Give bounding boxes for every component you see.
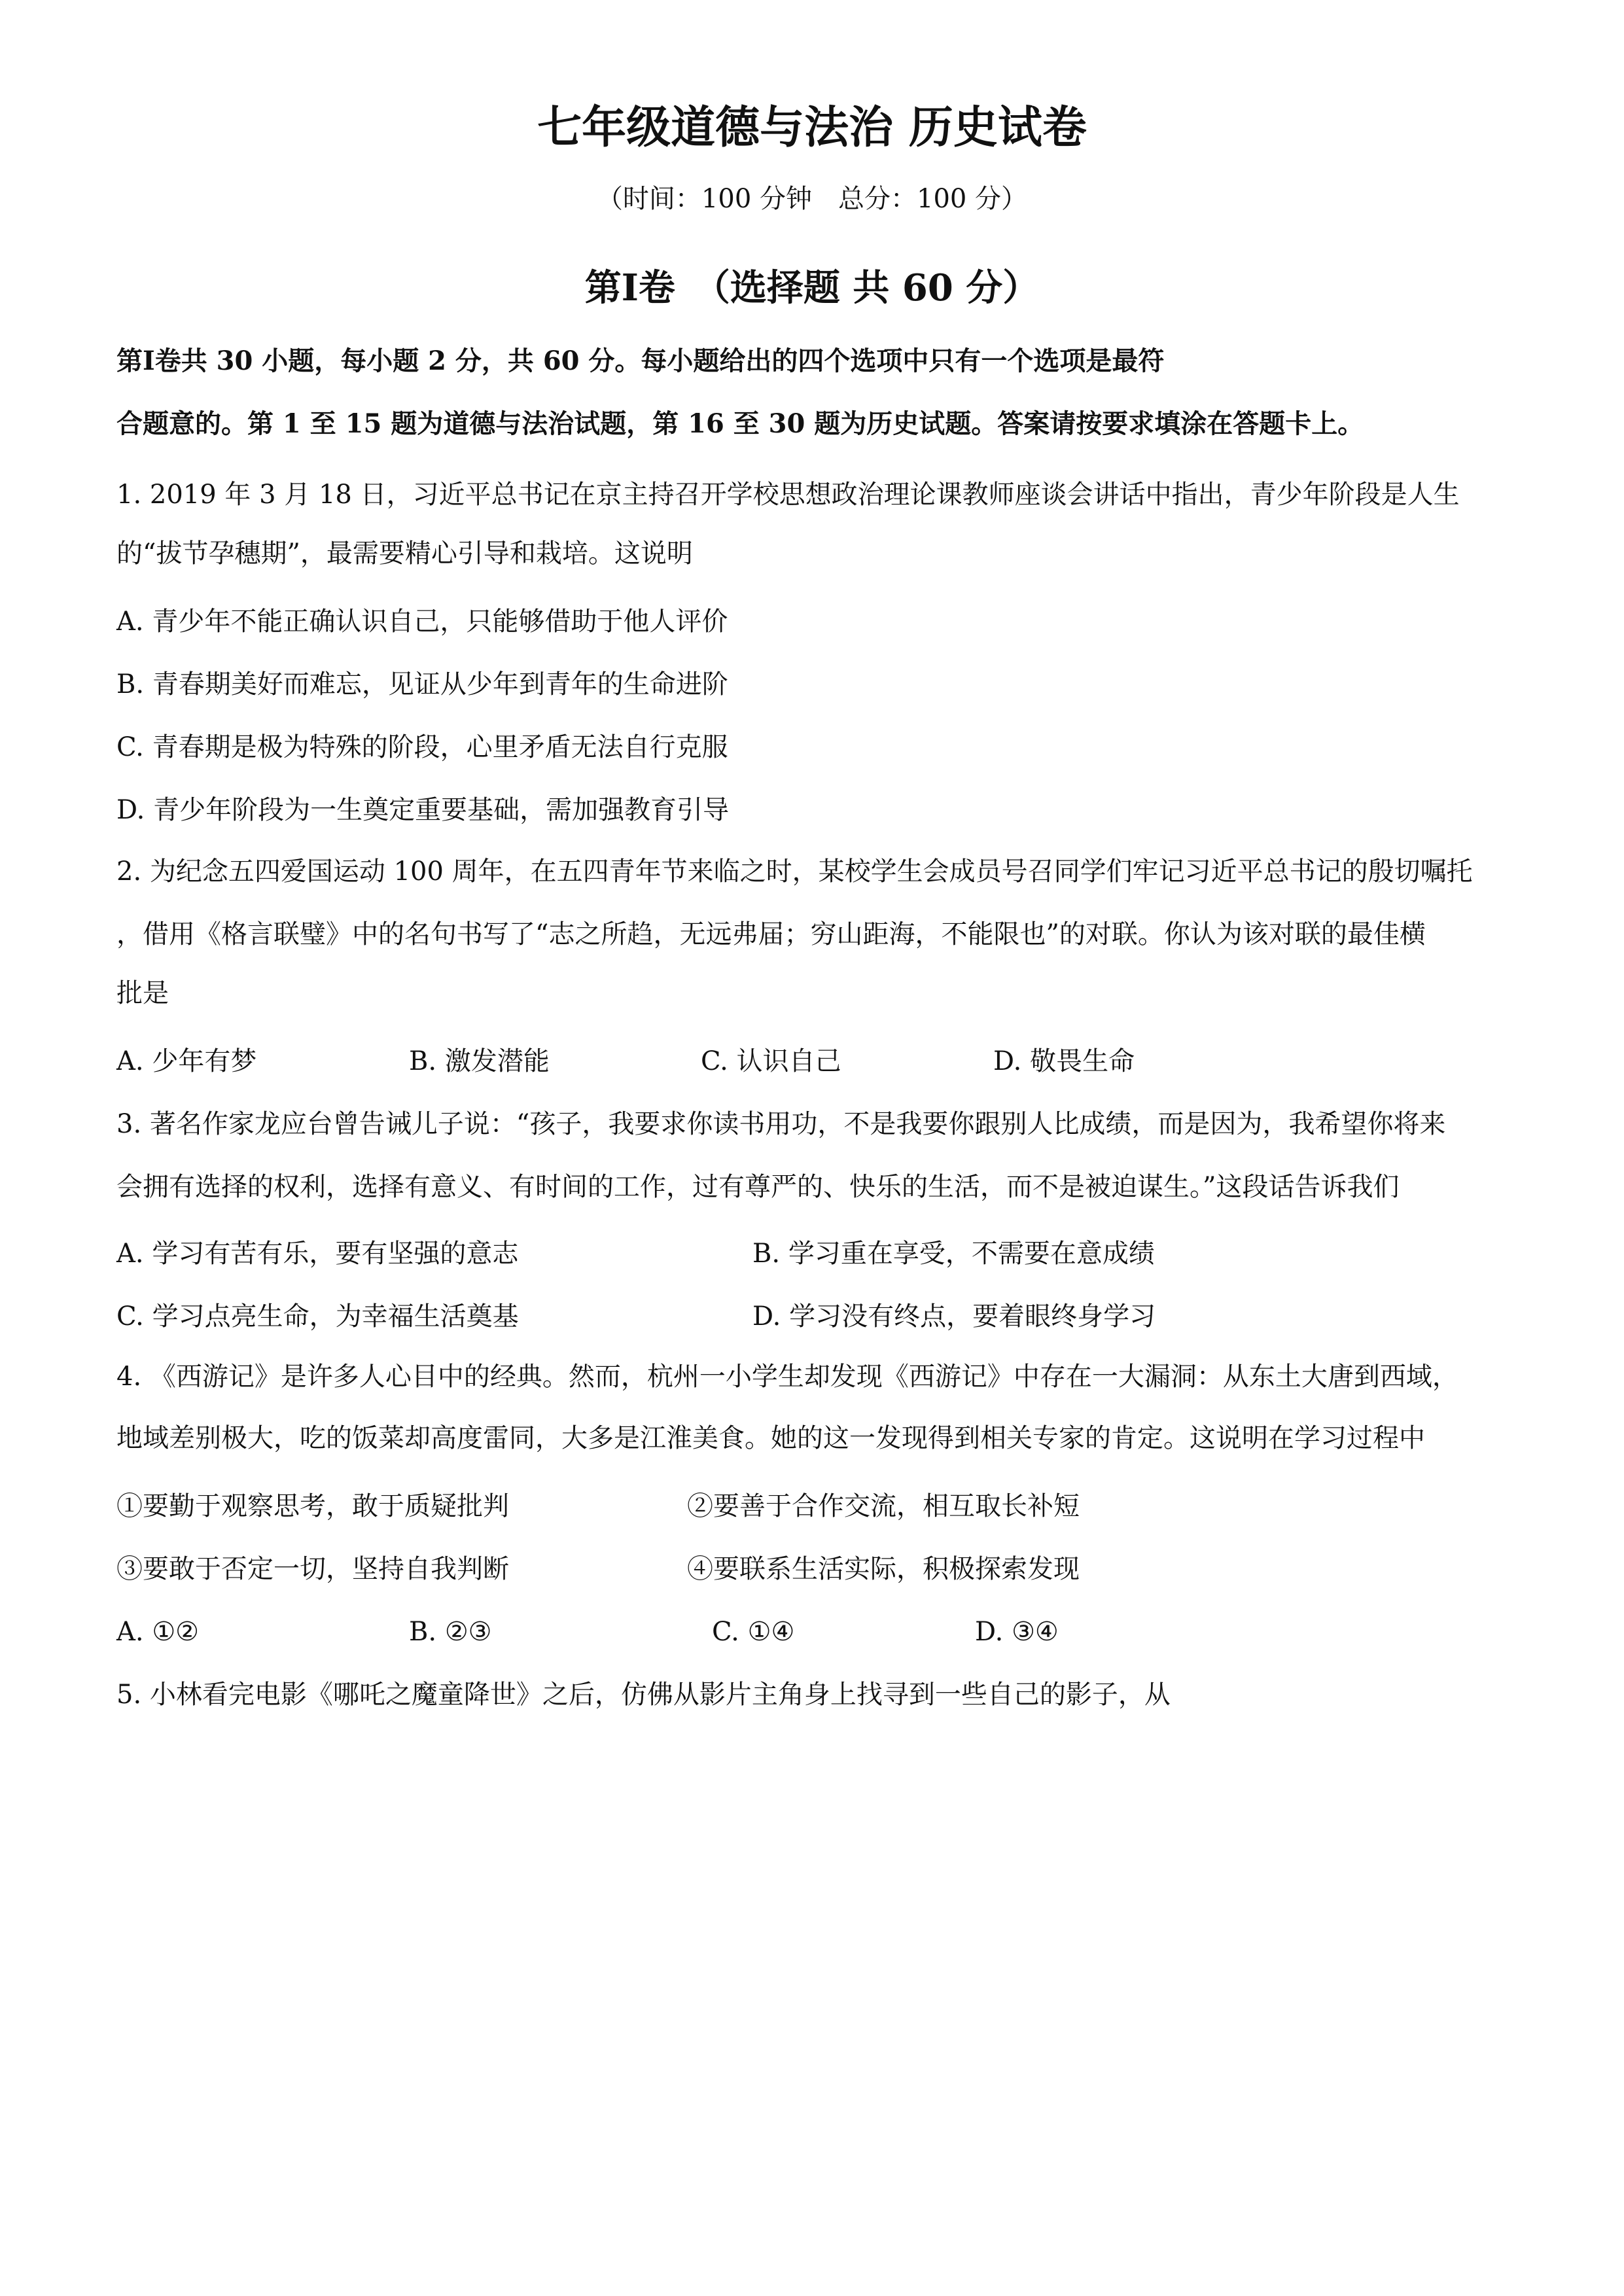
option-c: C. 认识自己 [701, 1046, 841, 1076]
option-d: D. ③④ [975, 1617, 1059, 1647]
option-d: D. 学习没有终点，要着眼终身学习 [752, 1301, 1156, 1332]
question-text: 地域差别极大，吃的饭菜却高度雷同，大多是江淮美食。她的这一发现得到相关专家的肯定。这说明在学习过程中 [116, 1423, 1425, 1453]
option-b: B. 激发潜能 [409, 1046, 550, 1076]
statement-4: ④要联系生活实际，积极探索发现 [687, 1554, 1080, 1584]
option-a: A. ①② [116, 1617, 200, 1647]
question-text: 3. 著名作家龙应台曾告诫儿子说：“孩子，我要求你读书用功，不是我要你跟别人比成绩，而是因为，我希望你将来 [116, 1109, 1446, 1139]
question-text: 的“拔节孕穗期”，最需要精心引导和栽培。这说明 [116, 539, 693, 569]
statement-3: ③要敢于否定一切，坚持自我判断 [116, 1554, 509, 1584]
option-c: C. ①④ [712, 1617, 795, 1647]
exam-subtitle: （时间：100 分钟 总分：100 分） [596, 184, 1028, 214]
instruction-line: 第Ⅰ卷共 30 小题，每小题 2 分，共 60 分。每小题给出的四个选项中只有一个选项是最符 [116, 345, 1165, 376]
option-a: A. 青少年不能正确认识自己，只能够借助于他人评价 [116, 607, 728, 637]
option-c: C. 青春期是极为特殊的阶段，心里矛盾无法自行克服 [116, 732, 728, 762]
statement-1: ①要勤于观察思考，敢于质疑批判 [116, 1491, 509, 1521]
option-a: A. 少年有梦 [116, 1046, 257, 1076]
question-text: 会拥有选择的权利，选择有意义、有时间的工作，过有尊严的、快乐的生活，而不是被迫谋生。”这段话告诉我们 [116, 1172, 1400, 1202]
option-c: C. 学习点亮生命，为幸福生活奠基 [116, 1301, 519, 1332]
question-text: ，借用《格言联璧》中的名句书写了“志之所趋，无远弗届；穷山距海，不能限也”的对联。你认为该对联的最佳横 [116, 919, 1426, 949]
option-d: D. 青少年阶段为一生奠定重要基础，需加强教育引导 [116, 795, 730, 825]
section-title: 第Ⅰ卷 （选择题 共 60 分） [584, 266, 1040, 309]
question-text: 1. 2019 年 3 月 18 日，习近平总书记在京主持召开学校思想政治理论课教师座谈会讲话中指出，青少年阶段是人生 [116, 480, 1460, 510]
question-text: 4. 《西游记》是许多人心目中的经典。然而，杭州一小学生却发现《西游记》中存在一大漏洞：从东土大唐到西域， [116, 1362, 1458, 1392]
option-a: A. 学习有苦有乐，要有坚强的意志 [116, 1239, 519, 1269]
exam-title: 七年级道德与法治 历史试卷 [537, 101, 1087, 154]
question-text: 5. 小林看完电影《哪吒之魔童降世》之后，仿佛从影片主角身上找寻到一些自己的影子，从 [116, 1680, 1171, 1710]
option-b: B. ②③ [409, 1617, 492, 1647]
statement-2: ②要善于合作交流，相互取长补短 [687, 1491, 1080, 1521]
option-d: D. 敬畏生命 [993, 1046, 1135, 1076]
option-b: B. 学习重在享受，不需要在意成绩 [752, 1239, 1155, 1269]
instruction-line: 合题意的。第 1 至 15 题为道德与法治试题，第 16 至 30 题为历史试题。答案请按要求填涂在答题卡上。 [116, 408, 1364, 439]
question-text: 批是 [116, 978, 169, 1008]
question-text: 2. 为纪念五四爱国运动 100 周年，在五四青年节来临之时，某校学生会成员号召同学们牢记习近平总书记的殷切嘱托 [116, 857, 1473, 887]
option-b: B. 青春期美好而难忘，见证从少年到青年的生命进阶 [116, 669, 728, 699]
